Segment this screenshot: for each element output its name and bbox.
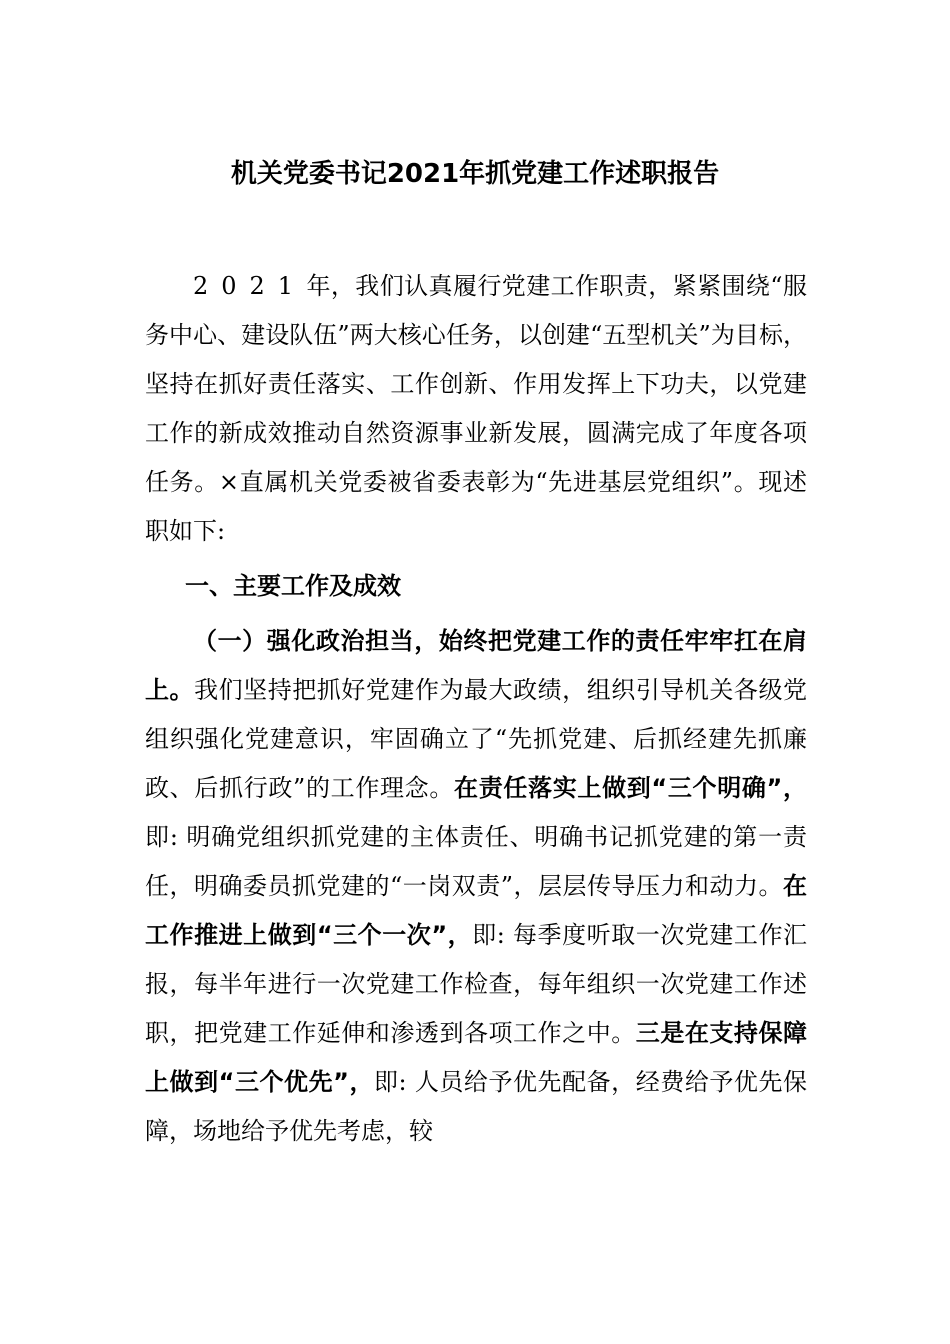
paragraph-text: 即: 明确党组织抓党建的主体责任、明确书记抓党建的第一责任，明确委员抓党建的“一岗双责”，层层传导压力和动力。 [145, 823, 807, 900]
paragraph-text: 我们坚持把抓好党建作为最大政绩，组织引导机关各级党组织强化党建意识，牢固确立了“先抓党建、后抓经建先抓廉政、后抓行政”的工作理念。 [145, 676, 807, 802]
section-paragraph [145, 617, 807, 1156]
document-body [145, 262, 807, 1156]
paragraph-bold: 三是在支持保障上做到“三个优先”， [145, 1019, 808, 1096]
intro-text: 年，我们认真履行党建工作职责，紧紧围绕“服务中心、建设队伍”两大核心任务，以创建“五型机关”为目标，坚持在抓好责任落实、工作创新、作用发挥上下功夫，以党建工作的新成效推动自然资源事业新发展，圆满完成了年度各项任务。×直属机关党委被省委表彰为“先进基层党组织”。现述职如下: [145, 272, 807, 545]
intro-paragraph [145, 262, 807, 556]
paragraph-bold: 在责任落实上做到“三个明确”， [454, 774, 807, 802]
intro-year: 2021 [193, 272, 307, 300]
section-heading: 一、主要工作及成效 [185, 572, 401, 600]
paragraph-lead-bold: （一）强化政治担当，始终把党建工作的责任牢牢扛在肩上。 [145, 627, 807, 704]
document-title: 机关党委书记2021年抓党建工作述职报告 [230, 159, 720, 189]
paragraph-text: 即: 人员给予优先配备，经费给予优先保障，场地给予优先考虑，较 [145, 1068, 808, 1145]
paragraph-bold: 在工作推进上做到“三个一次”， [145, 872, 807, 949]
paragraph-text: 即: 每季度听取一次党建工作汇报，每半年进行一次党建工作检查，每年组织一次党建工作述职，把党建工作延伸和渗透到各项工作之中。 [145, 921, 807, 1047]
